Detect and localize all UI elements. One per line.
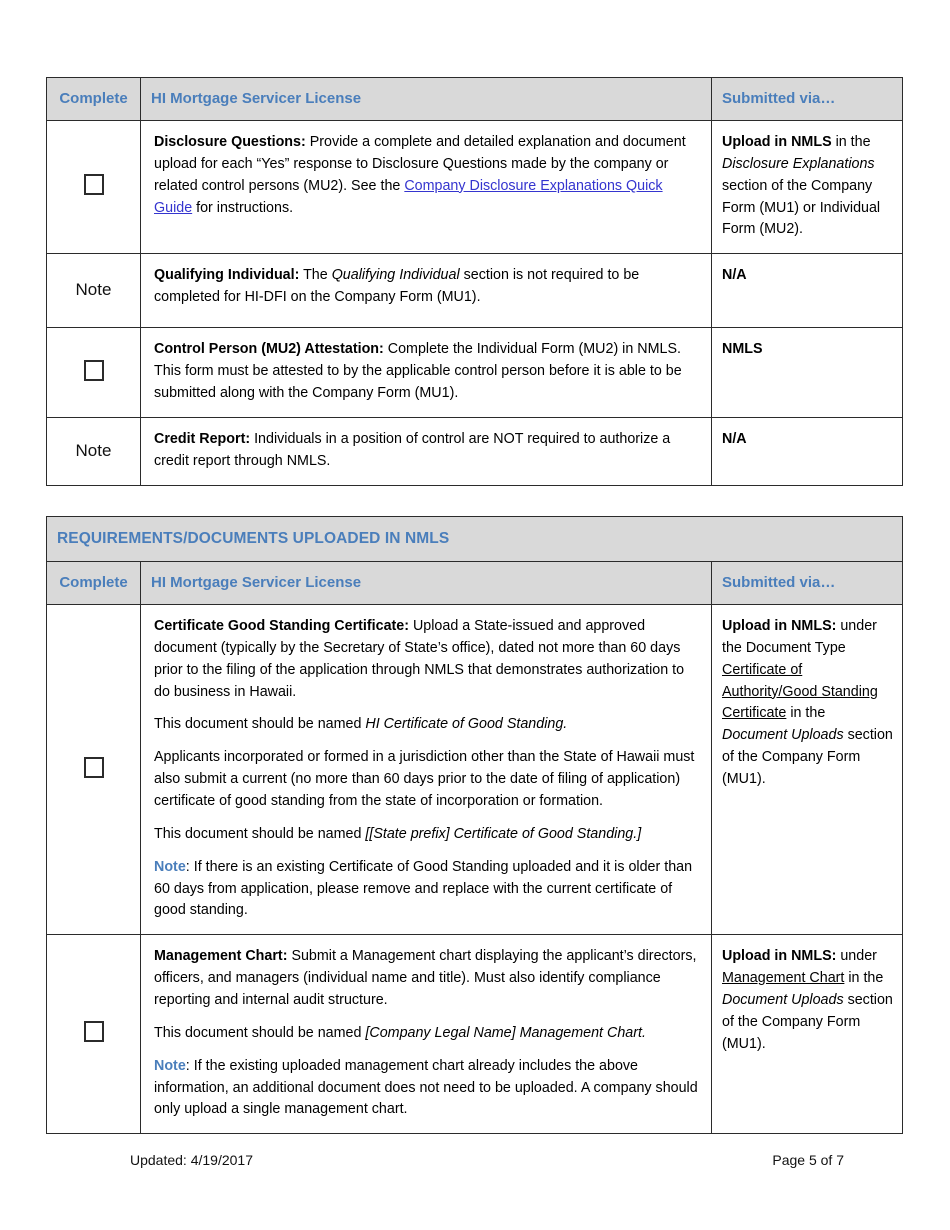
requirement-title: Control Person (MU2) Attestation: [154,341,384,358]
submitted-via-tail: section of the Company Form (MU1) or Individual Form (MU2). [722,177,881,238]
submitted-via-seg1: under [836,948,877,965]
table1-header-license [141,78,712,121]
requirement-italic: Qualifying Individual [331,267,460,284]
requirement-paragraph-2 [154,714,699,736]
requirement-body: Submit a Management chart displaying the applicant’s directors, officers, and managers (individual name and title). Must also identify compliance reporting and internal audit structure. [154,948,697,1009]
table2-section-title: REQUIREMENTS/DOCUMENTS UPLOADED IN NMLS [57,530,450,547]
table1-header-row [47,78,903,121]
requirement-note-paragraph [154,1056,699,1122]
requirement-text [154,132,699,219]
requirement-body-after-link: for instructions. [192,199,294,216]
requirement-cell-qualifying-individual [141,254,712,328]
table-row [47,417,903,485]
submitted-via-mid: in the [831,134,871,150]
requirement-title: Qualifying Individual: [154,267,300,284]
checkbox-disclosure-questions[interactable] [84,174,104,195]
table2-section-band-row [47,517,903,562]
document-naming-italic: [Company Legal Name] Management Chart. [365,1024,646,1041]
footer-page-number: Page 5 of 7 [772,1152,844,1168]
table2-header-row [47,562,903,605]
note-body: : If the existing uploaded management chart already includes the above information, an additional document does not need to be uploaded. A company should only upload a single management chart. [154,1057,698,1118]
requirement-title: Credit Report: [154,430,251,447]
table-row [47,121,903,254]
submitted-via-cell-control-person-attestation [712,328,903,418]
submitted-via-cell-certificate-good-standing [712,605,903,935]
note-keyword: Note [154,858,186,875]
requirement-text [154,265,699,309]
submitted-via-text [722,132,893,241]
submitted-via-text [722,339,893,361]
requirement-cell-credit-report [141,417,712,485]
submitted-via-bold: Upload in NMLS: [722,948,837,965]
requirement-title: Certificate Good Standing Certificate: [154,618,409,634]
requirement-title: Disclosure Questions: [154,134,306,150]
footer-updated-date: Updated: 4/19/2017 [130,1152,253,1168]
table2-header-submitted-via [712,562,903,605]
submitted-via-cell-disclosure-questions [712,121,903,254]
table-row [47,605,903,935]
submitted-via-bold: N/A [722,267,747,284]
submitted-via-seg3: section of the Company Form (MU1). [722,992,893,1052]
submitted-via-text [722,946,893,1055]
requirement-cell-management-chart [141,935,712,1134]
checkbox-management-chart[interactable] [84,1021,104,1042]
table2-header-complete [47,562,141,605]
requirement-cell-control-person-attestation [141,328,712,418]
requirements-table-1 [46,77,903,486]
checkbox-certificate-good-standing[interactable] [84,757,104,778]
complete-cell-disclosure-questions[interactable] [47,121,141,254]
requirement-cell-certificate-good-standing [141,605,712,935]
requirements-table-2 [46,516,903,1134]
requirement-text [154,429,699,473]
document-naming-plain: This document should be named [154,1024,366,1041]
page-footer [46,1152,902,1174]
complete-cell-management-chart[interactable] [47,935,141,1134]
requirement-body: Upload a State-issued and approved document (typically by the Secretary of State’s office), dated not more than 60 days prior to the filing of the application through NMLS that demonstrates authorization to do business in Hawaii. [154,618,685,700]
document-naming-italic-2: [[State prefix] Certificate of Good Standing.] [365,825,642,842]
complete-cell-certificate-good-standing[interactable] [47,605,141,935]
submitted-via-text [722,429,893,451]
submitted-via-bold: N/A [722,430,747,447]
note-label-credit-report: Note [75,440,112,460]
submitted-via-text [722,616,893,791]
document-naming-plain: This document should be named [154,716,366,733]
requirement-body-before-italic: The [299,267,332,284]
submitted-via-bold: Upload in NMLS: [722,618,837,634]
complete-cell-qualifying-individual [47,254,141,328]
requirement-paragraph-1 [154,616,699,703]
submitted-via-seg2: in the [786,705,826,722]
submitted-via-italic: Disclosure Explanations [722,155,875,172]
table2-header-complete-label: Complete [59,574,128,591]
note-keyword: Note [154,1057,186,1074]
requirement-body-after-italic: section is not required to be completed for HI-DFI on the Company Form (MU1). [154,267,640,306]
requirement-title: Management Chart: [154,948,288,965]
table1-header-license-label: HI Mortgage Servicer License [151,90,362,107]
table2-section-title-cell [47,517,903,562]
submitted-via-seg2: in the [844,970,884,987]
document-uploads-italic: Document Uploads [722,727,844,744]
complete-cell-credit-report [47,417,141,485]
table1-header-complete [47,78,141,121]
document-type-underlined: Management Chart [722,970,845,987]
requirement-paragraph-3: Applicants incorporated or formed in a jurisdiction other than the State of Hawaii must also submit a current (no more than 60 days prior to the date of filing of application) certificate of good standing from the state of incorporation or formation. [154,749,695,810]
table1-header-complete-label: Complete [59,90,128,107]
submitted-via-bold: NMLS [722,341,763,358]
requirement-paragraph-2 [154,1023,699,1045]
complete-cell-control-person-attestation[interactable] [47,328,141,418]
table1-header-submitted-via [712,78,903,121]
note-body: : If there is an existing Certificate of Good Standing uploaded and it is older than 60 days from application, please remove and replace with the current certificate of good standing. [154,858,693,919]
table2-header-license-label: HI Mortgage Servicer License [151,574,362,591]
requirement-body: Complete the Individual Form (MU2) in NMLS. This form must be attested to by the applicable control person before it is able to be submitted along with the Company Form (MU1). [154,341,682,402]
submitted-via-cell-credit-report [712,417,903,485]
document-naming-plain-2: This document should be named [154,825,366,842]
submitted-via-cell-qualifying-individual [712,254,903,328]
checkbox-control-person-attestation[interactable] [84,360,104,381]
table-row [47,328,903,418]
table-row [47,935,903,1134]
submitted-via-seg3: section of the Company Form (MU1). [722,727,893,788]
document-uploads-italic: Document Uploads [722,992,844,1009]
requirement-note-paragraph [154,857,699,923]
note-label-qualifying-individual: Note [75,280,112,300]
table2-header-license [141,562,712,605]
table1-header-submitted-via-label: Submitted via… [722,90,836,107]
submitted-via-text [722,265,893,287]
table2-header-submitted-via-label: Submitted via… [722,574,836,591]
requirement-cell-disclosure-questions [141,121,712,254]
company-disclosure-explanations-quick-guide-link[interactable]: Company Disclosure Explanations Quick Guide [154,177,663,216]
requirement-paragraph-1 [154,946,699,1012]
document-naming-italic: HI Certificate of Good Standing. [365,716,568,733]
submitted-via-seg1: under the Document Type [722,618,877,656]
submitted-via-cell-management-chart [712,935,903,1134]
requirement-body-before-link: Provide a complete and detailed explanation and document upload for each “Yes” response to Disclosure Questions made by the company or related control persons (MU2). See the [154,134,686,194]
requirement-paragraph-4 [154,824,699,846]
document-type-underlined: Certificate of Authority/Good Standing Certificate [722,661,878,722]
submitted-via-bold: Upload in NMLS [722,134,832,150]
table-row [47,254,903,328]
requirement-body: Individuals in a position of control are NOT required to authorize a credit report through NMLS. [154,430,671,469]
requirement-text [154,339,699,405]
